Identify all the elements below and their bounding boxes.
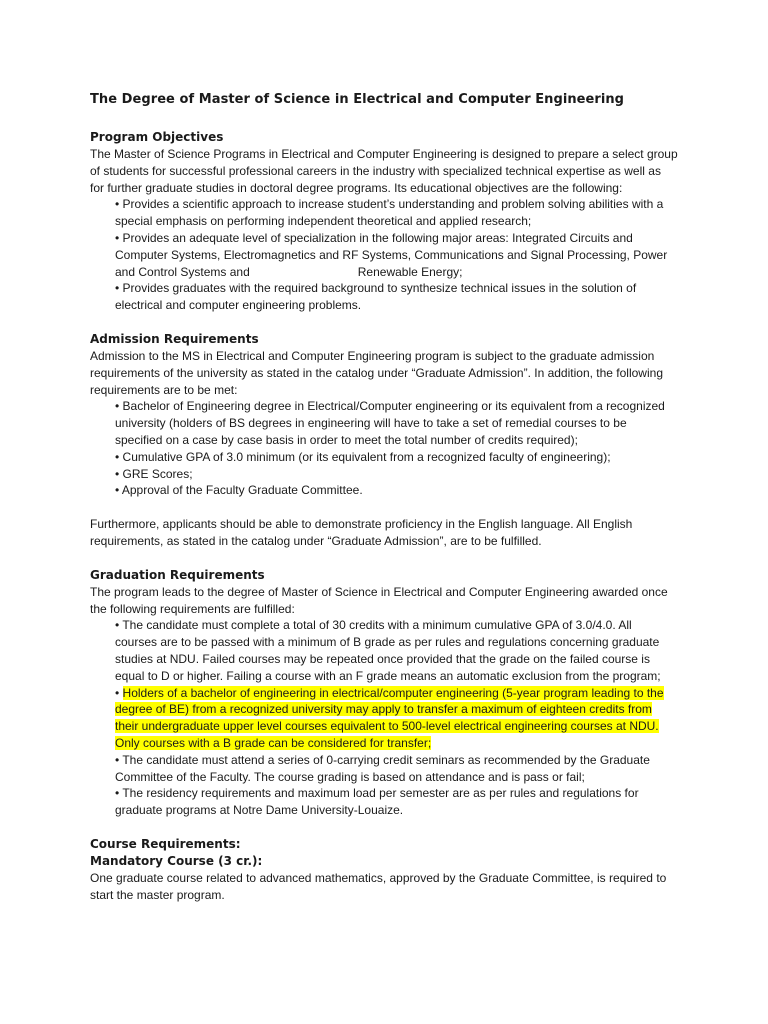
mandatory-course-text: One graduate course related to advanced mathematics, approved by the Graduate Committee, is required to start the master program. [90, 870, 667, 902]
specialization-text: • Provides an adequate level of specialization in the following major areas: Integrated Circuits and Computer Systems, Electromagnetics and RF Systems, Communications and Signal Processing, Power and Control Systems and [115, 230, 668, 279]
objectives-bullet-specialization [115, 230, 677, 280]
transfer-highlighted-text: Holders of a bachelor of engineering in electrical/computer engineering (5-year program leading to the degree of BE) from a recognized university may apply to transfer a maximum of eighteen credits from their undergraduate upper level courses equivalent to 500-level electrical engineering courses at NDU. Only courses with a B grade can be considered for transfer; [115, 685, 664, 750]
graduation-intro: The program leads to the degree of Master of Science in Electrical and Computer Engineering awarded once the following requirements are fulfilled: [90, 584, 668, 616]
graduation-bullet-transfer [115, 685, 677, 752]
courses-heading: Course Requirements: [90, 836, 241, 851]
objectives-bullet-background: • Provides graduates with the required background to synthesize technical issues in the solution of electrical and computer engineering problems. [115, 281, 637, 313]
admission-bullet-degree: • Bachelor of Engineering degree in Electrical/Computer engineering or its equivalent from a recognized university (holders of BS degrees in engineering will have to take a set of remedial courses to be specified on a case by case basis in order to meet the total number of credits required); [115, 399, 665, 447]
admission-bullet-gre: • GRE Scores; [115, 466, 193, 481]
document-body [90, 91, 690, 903]
graduation-bullet-residency: • The residency requirements and maximum load per semester are as per rules and regulations for graduate programs at Notre Dame University-Louaize. [115, 786, 639, 818]
objectives-bullet-scientific: • Provides a scientific approach to increase student’s understanding and problem solving abilities with a special emphasis on performing independent theoretical and applied research; [115, 197, 664, 229]
objectives-intro: The Master of Science Programs in Electrical and Computer Engineering is designed to prepare a select group of students for successful professional careers in the industry with specialized technical expertise as well as for further graduate studies in doctoral degree programs. Its educational objectives are the following: [90, 147, 678, 195]
objectives-heading: Program Objectives [90, 130, 224, 144]
admission-heading: Admission Requirements [90, 331, 259, 346]
graduation-bullet-seminars: • The candidate must attend a series of 0-carrying credit seminars as recommended by the Graduate Committee of the Faculty. The course grading is based on attendance and is pass or fail; [115, 752, 650, 784]
graduation-bullet-credits: • The candidate must complete a total of 30 credits with a minimum cumulative GPA of 3.0/4.0. All courses are to be passed with a minimum of B grade as per rules and regulations concerning graduate studies at NDU. Failed courses may be repeated once provided that the grade on the failed course is equal to D or higher. Failing a course with an F grade means an automatic exclusion from the program; [115, 618, 661, 683]
admission-bullet-gpa: • Cumulative GPA of 3.0 minimum (or its equivalent from a recognized faculty of engineering); [115, 449, 611, 464]
admission-intro: Admission to the MS in Electrical and Computer Engineering program is subject to the graduate admission requirements of the university as stated in the catalog under “Graduate Admission”. In addition, the following requirements are to be met: [90, 348, 663, 397]
admission-english: Furthermore, applicants should be able to demonstrate proficiency in the English language. All English requirements, as stated in the catalog under “Graduate Admission”, are to be fulfilled. [90, 517, 633, 548]
document-title: The Degree of Master of Science in Electrical and Computer Engineering [90, 92, 624, 107]
specialization-renewable: Renewable Energy; [357, 264, 463, 279]
graduation-heading: Graduation Requirements [90, 567, 265, 582]
admission-bullet-approval: • Approval of the Faculty Graduate Committee. [115, 483, 363, 498]
transfer-bullet-mark: • [115, 685, 120, 700]
mandatory-course-heading: Mandatory Course (3 cr.): [90, 853, 263, 868]
